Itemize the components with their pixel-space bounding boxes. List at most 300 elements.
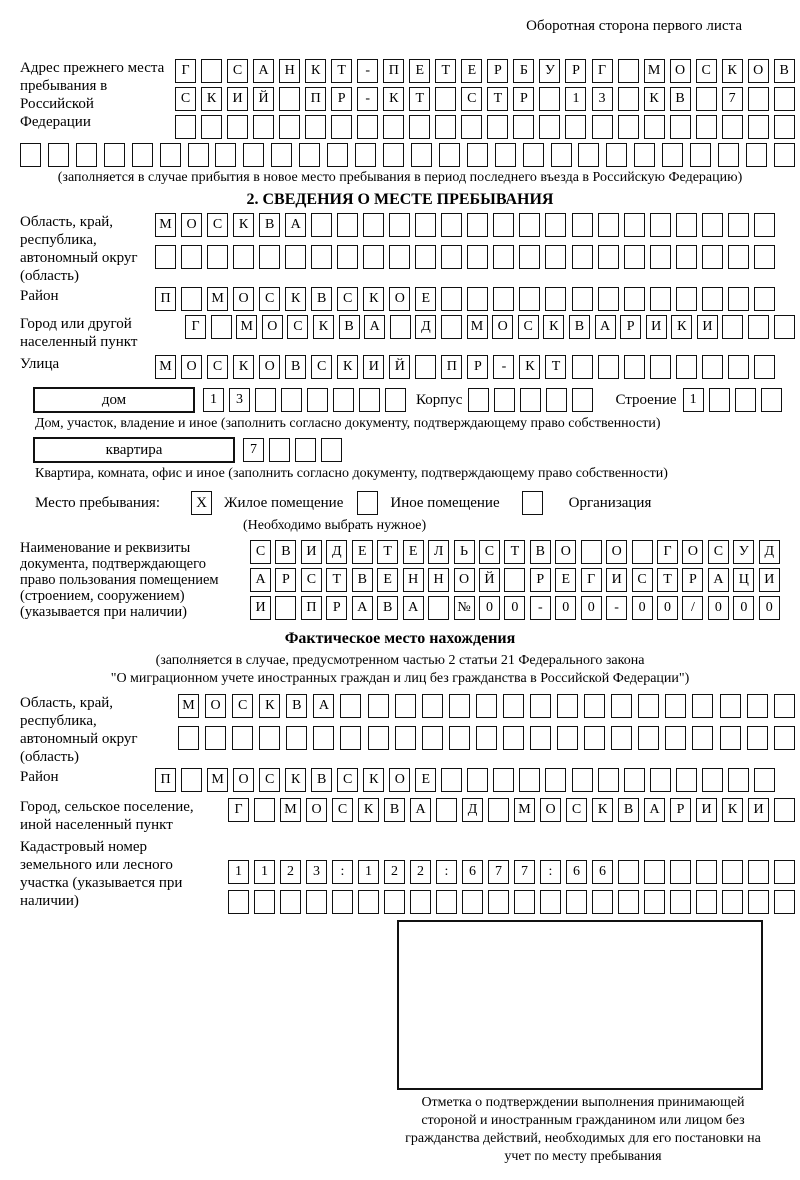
char-cell[interactable]: 2: [384, 860, 405, 884]
char-cell[interactable]: [557, 726, 578, 750]
char-cell[interactable]: [487, 115, 508, 139]
char-cell[interactable]: 6: [566, 860, 587, 884]
char-cell[interactable]: [286, 726, 307, 750]
char-cell[interactable]: А: [352, 596, 373, 620]
char-cell[interactable]: П: [155, 287, 176, 311]
char-cell[interactable]: П: [305, 87, 326, 111]
char-cell[interactable]: [476, 694, 497, 718]
char-cell[interactable]: И: [227, 87, 248, 111]
char-cell[interactable]: А: [410, 798, 431, 822]
char-cell[interactable]: [722, 315, 743, 339]
char-cell[interactable]: [696, 87, 717, 111]
char-cell[interactable]: [436, 890, 457, 914]
char-cell[interactable]: 1: [565, 87, 586, 111]
char-cell[interactable]: [201, 59, 222, 83]
stamp-box[interactable]: [397, 920, 763, 1090]
char-cell[interactable]: [754, 213, 775, 237]
char-cell[interactable]: [488, 890, 509, 914]
char-cell[interactable]: О: [233, 287, 254, 311]
char-cell[interactable]: [313, 726, 334, 750]
char-cell[interactable]: Т: [377, 540, 398, 564]
char-cell[interactable]: [175, 115, 196, 139]
char-cell[interactable]: [676, 768, 697, 792]
char-cell[interactable]: С: [708, 540, 729, 564]
char-cell[interactable]: [20, 143, 41, 167]
char-cell[interactable]: [495, 143, 516, 167]
char-cell[interactable]: [385, 388, 406, 412]
char-cell[interactable]: [439, 143, 460, 167]
char-cell[interactable]: С: [337, 768, 358, 792]
char-cell[interactable]: [415, 213, 436, 237]
char-cell[interactable]: Р: [530, 568, 551, 592]
char-cell[interactable]: [435, 115, 456, 139]
char-cell[interactable]: [709, 388, 730, 412]
char-cell[interactable]: К: [201, 87, 222, 111]
char-cell[interactable]: [702, 213, 723, 237]
char-cell[interactable]: В: [275, 540, 296, 564]
char-cell[interactable]: К: [363, 287, 384, 311]
char-cell[interactable]: [735, 388, 756, 412]
char-cell[interactable]: Е: [415, 768, 436, 792]
char-cell[interactable]: [539, 115, 560, 139]
char-cell[interactable]: К: [358, 798, 379, 822]
char-cell[interactable]: Р: [487, 59, 508, 83]
char-cell[interactable]: О: [389, 287, 410, 311]
char-cell[interactable]: [467, 768, 488, 792]
char-cell[interactable]: [436, 798, 457, 822]
char-cell[interactable]: [441, 287, 462, 311]
char-cell[interactable]: [201, 115, 222, 139]
char-cell[interactable]: [255, 388, 276, 412]
char-cell[interactable]: К: [233, 355, 254, 379]
char-cell[interactable]: В: [530, 540, 551, 564]
char-cell[interactable]: 1: [228, 860, 249, 884]
char-cell[interactable]: С: [311, 355, 332, 379]
char-cell[interactable]: [644, 890, 665, 914]
char-cell[interactable]: П: [441, 355, 462, 379]
char-cell[interactable]: [624, 213, 645, 237]
char-cell[interactable]: [389, 245, 410, 269]
char-cell[interactable]: [395, 694, 416, 718]
char-cell[interactable]: Т: [657, 568, 678, 592]
char-cell[interactable]: [435, 87, 456, 111]
char-cell[interactable]: К: [543, 315, 564, 339]
char-cell[interactable]: [411, 143, 432, 167]
char-cell[interactable]: В: [286, 694, 307, 718]
char-cell[interactable]: [650, 245, 671, 269]
char-cell[interactable]: Д: [462, 798, 483, 822]
char-cell[interactable]: [259, 245, 280, 269]
char-cell[interactable]: [332, 890, 353, 914]
char-cell[interactable]: С: [332, 798, 353, 822]
char-cell[interactable]: [572, 388, 593, 412]
char-cell[interactable]: [774, 726, 795, 750]
char-cell[interactable]: [624, 245, 645, 269]
char-cell[interactable]: [557, 694, 578, 718]
char-cell[interactable]: [331, 115, 352, 139]
char-cell[interactable]: [295, 438, 316, 462]
char-cell[interactable]: 0: [581, 596, 602, 620]
char-cell[interactable]: И: [697, 315, 718, 339]
char-cell[interactable]: [702, 287, 723, 311]
char-cell[interactable]: [718, 143, 739, 167]
char-cell[interactable]: [410, 890, 431, 914]
char-cell[interactable]: Й: [253, 87, 274, 111]
char-cell[interactable]: С: [207, 213, 228, 237]
char-cell[interactable]: 1: [683, 388, 704, 412]
char-cell[interactable]: [722, 890, 743, 914]
char-cell[interactable]: С: [250, 540, 271, 564]
char-cell[interactable]: У: [539, 59, 560, 83]
char-cell[interactable]: [368, 694, 389, 718]
char-cell[interactable]: С: [461, 87, 482, 111]
char-cell[interactable]: [384, 890, 405, 914]
char-cell[interactable]: В: [618, 798, 639, 822]
char-cell[interactable]: [638, 694, 659, 718]
char-cell[interactable]: [422, 694, 443, 718]
char-cell[interactable]: [269, 438, 290, 462]
char-cell[interactable]: [539, 87, 560, 111]
char-cell[interactable]: №: [454, 596, 475, 620]
char-cell[interactable]: [340, 726, 361, 750]
char-cell[interactable]: [476, 726, 497, 750]
char-cell[interactable]: [702, 355, 723, 379]
char-cell[interactable]: К: [519, 355, 540, 379]
char-cell[interactable]: [363, 245, 384, 269]
char-cell[interactable]: Л: [428, 540, 449, 564]
char-cell[interactable]: [523, 143, 544, 167]
char-cell[interactable]: О: [389, 768, 410, 792]
char-cell[interactable]: 1: [358, 860, 379, 884]
char-cell[interactable]: [275, 596, 296, 620]
char-cell[interactable]: К: [671, 315, 692, 339]
char-cell[interactable]: П: [301, 596, 322, 620]
char-cell[interactable]: С: [227, 59, 248, 83]
char-cell[interactable]: [215, 143, 236, 167]
char-cell[interactable]: [493, 768, 514, 792]
char-cell[interactable]: [611, 694, 632, 718]
char-cell[interactable]: [650, 213, 671, 237]
char-cell[interactable]: [545, 245, 566, 269]
char-cell[interactable]: К: [722, 798, 743, 822]
char-cell[interactable]: П: [383, 59, 404, 83]
char-cell[interactable]: [696, 860, 717, 884]
char-cell[interactable]: [720, 694, 741, 718]
char-cell[interactable]: Е: [352, 540, 373, 564]
char-cell[interactable]: [449, 694, 470, 718]
char-cell[interactable]: [228, 890, 249, 914]
char-cell[interactable]: [676, 213, 697, 237]
char-cell[interactable]: О: [233, 768, 254, 792]
char-cell[interactable]: [754, 355, 775, 379]
char-cell[interactable]: [359, 388, 380, 412]
char-cell[interactable]: [748, 115, 769, 139]
char-cell[interactable]: -: [357, 87, 378, 111]
char-cell[interactable]: И: [748, 798, 769, 822]
char-cell[interactable]: [774, 890, 795, 914]
char-cell[interactable]: [178, 726, 199, 750]
char-cell[interactable]: Р: [513, 87, 534, 111]
char-cell[interactable]: [747, 694, 768, 718]
char-cell[interactable]: [692, 694, 713, 718]
char-cell[interactable]: [611, 726, 632, 750]
char-cell[interactable]: [311, 245, 332, 269]
char-cell[interactable]: [305, 115, 326, 139]
char-cell[interactable]: [662, 143, 683, 167]
char-cell[interactable]: А: [595, 315, 616, 339]
char-cell[interactable]: И: [363, 355, 384, 379]
char-cell[interactable]: [441, 315, 462, 339]
char-cell[interactable]: [670, 115, 691, 139]
char-cell[interactable]: [720, 726, 741, 750]
char-cell[interactable]: [754, 287, 775, 311]
char-cell[interactable]: [748, 87, 769, 111]
char-cell[interactable]: П: [155, 768, 176, 792]
char-cell[interactable]: 7: [488, 860, 509, 884]
char-cell[interactable]: [722, 860, 743, 884]
char-cell[interactable]: О: [682, 540, 703, 564]
char-cell[interactable]: [449, 726, 470, 750]
char-cell[interactable]: [690, 143, 711, 167]
char-cell[interactable]: [748, 890, 769, 914]
char-cell[interactable]: [754, 245, 775, 269]
char-cell[interactable]: [181, 287, 202, 311]
char-cell[interactable]: Е: [415, 287, 436, 311]
char-cell[interactable]: К: [363, 768, 384, 792]
char-cell[interactable]: [227, 115, 248, 139]
char-cell[interactable]: [467, 245, 488, 269]
char-cell[interactable]: М: [236, 315, 257, 339]
char-cell[interactable]: Г: [228, 798, 249, 822]
char-cell[interactable]: :: [436, 860, 457, 884]
char-cell[interactable]: М: [178, 694, 199, 718]
char-cell[interactable]: И: [696, 798, 717, 822]
char-cell[interactable]: [545, 768, 566, 792]
char-cell[interactable]: [321, 438, 342, 462]
char-cell[interactable]: [513, 115, 534, 139]
char-cell[interactable]: 3: [592, 87, 613, 111]
char-cell[interactable]: [493, 245, 514, 269]
char-cell[interactable]: 0: [632, 596, 653, 620]
char-cell[interactable]: [665, 726, 686, 750]
checkbox-zhiloe[interactable]: X: [191, 491, 212, 515]
char-cell[interactable]: Т: [504, 540, 525, 564]
char-cell[interactable]: [355, 143, 376, 167]
char-cell[interactable]: Г: [175, 59, 196, 83]
char-cell[interactable]: [618, 59, 639, 83]
char-cell[interactable]: [211, 315, 232, 339]
char-cell[interactable]: С: [518, 315, 539, 339]
char-cell[interactable]: [259, 726, 280, 750]
char-cell[interactable]: О: [454, 568, 475, 592]
char-cell[interactable]: С: [175, 87, 196, 111]
char-cell[interactable]: [644, 115, 665, 139]
char-cell[interactable]: С: [632, 568, 653, 592]
char-cell[interactable]: М: [155, 213, 176, 237]
char-cell[interactable]: [389, 213, 410, 237]
char-cell[interactable]: С: [301, 568, 322, 592]
char-cell[interactable]: В: [285, 355, 306, 379]
char-cell[interactable]: 0: [555, 596, 576, 620]
char-cell[interactable]: Т: [435, 59, 456, 83]
char-cell[interactable]: Й: [389, 355, 410, 379]
char-cell[interactable]: [774, 860, 795, 884]
char-cell[interactable]: [132, 143, 153, 167]
char-cell[interactable]: [428, 596, 449, 620]
char-cell[interactable]: 0: [733, 596, 754, 620]
char-cell[interactable]: [592, 115, 613, 139]
char-cell[interactable]: [233, 245, 254, 269]
char-cell[interactable]: [774, 694, 795, 718]
char-cell[interactable]: [728, 355, 749, 379]
char-cell[interactable]: И: [759, 568, 780, 592]
char-cell[interactable]: К: [337, 355, 358, 379]
char-cell[interactable]: [748, 315, 769, 339]
char-cell[interactable]: [540, 890, 561, 914]
char-cell[interactable]: [598, 768, 619, 792]
char-cell[interactable]: В: [569, 315, 590, 339]
char-cell[interactable]: Р: [467, 355, 488, 379]
char-cell[interactable]: Г: [185, 315, 206, 339]
char-cell[interactable]: [774, 315, 795, 339]
char-cell[interactable]: [155, 245, 176, 269]
char-cell[interactable]: Е: [403, 540, 424, 564]
char-cell[interactable]: В: [259, 213, 280, 237]
char-cell[interactable]: О: [262, 315, 283, 339]
char-cell[interactable]: [337, 213, 358, 237]
char-cell[interactable]: 3: [229, 388, 250, 412]
char-cell[interactable]: 6: [462, 860, 483, 884]
char-cell[interactable]: Г: [592, 59, 613, 83]
char-cell[interactable]: 1: [254, 860, 275, 884]
char-cell[interactable]: В: [774, 59, 795, 83]
char-cell[interactable]: [306, 890, 327, 914]
char-cell[interactable]: 7: [514, 860, 535, 884]
char-cell[interactable]: [728, 245, 749, 269]
char-cell[interactable]: Ц: [733, 568, 754, 592]
char-cell[interactable]: [285, 245, 306, 269]
char-cell[interactable]: [311, 213, 332, 237]
char-cell[interactable]: [618, 87, 639, 111]
char-cell[interactable]: [333, 388, 354, 412]
char-cell[interactable]: В: [352, 568, 373, 592]
char-cell[interactable]: [368, 726, 389, 750]
char-cell[interactable]: А: [250, 568, 271, 592]
char-cell[interactable]: С: [479, 540, 500, 564]
char-cell[interactable]: [598, 245, 619, 269]
char-cell[interactable]: [650, 355, 671, 379]
char-cell[interactable]: Р: [682, 568, 703, 592]
char-cell[interactable]: [545, 213, 566, 237]
char-cell[interactable]: Й: [479, 568, 500, 592]
char-cell[interactable]: [692, 726, 713, 750]
char-cell[interactable]: Р: [565, 59, 586, 83]
char-cell[interactable]: [281, 388, 302, 412]
char-cell[interactable]: [551, 143, 572, 167]
char-cell[interactable]: 2: [410, 860, 431, 884]
char-cell[interactable]: [390, 315, 411, 339]
char-cell[interactable]: [618, 115, 639, 139]
char-cell[interactable]: [618, 860, 639, 884]
char-cell[interactable]: [104, 143, 125, 167]
char-cell[interactable]: [307, 388, 328, 412]
char-cell[interactable]: [572, 213, 593, 237]
char-cell[interactable]: И: [606, 568, 627, 592]
char-cell[interactable]: [728, 768, 749, 792]
char-cell[interactable]: К: [233, 213, 254, 237]
char-cell[interactable]: М: [280, 798, 301, 822]
char-cell[interactable]: [488, 798, 509, 822]
char-cell[interactable]: [696, 890, 717, 914]
kvartira-box[interactable]: квартира: [33, 437, 235, 463]
char-cell[interactable]: [624, 768, 645, 792]
char-cell[interactable]: [670, 890, 691, 914]
char-cell[interactable]: [670, 860, 691, 884]
char-cell[interactable]: 0: [759, 596, 780, 620]
char-cell[interactable]: [572, 245, 593, 269]
char-cell[interactable]: [530, 726, 551, 750]
char-cell[interactable]: К: [313, 315, 334, 339]
char-cell[interactable]: [468, 388, 489, 412]
char-cell[interactable]: [638, 726, 659, 750]
char-cell[interactable]: [327, 143, 348, 167]
char-cell[interactable]: И: [301, 540, 322, 564]
char-cell[interactable]: [415, 355, 436, 379]
char-cell[interactable]: [494, 388, 515, 412]
char-cell[interactable]: [581, 540, 602, 564]
char-cell[interactable]: [340, 694, 361, 718]
char-cell[interactable]: С: [337, 287, 358, 311]
char-cell[interactable]: О: [306, 798, 327, 822]
char-cell[interactable]: О: [492, 315, 513, 339]
char-cell[interactable]: [467, 213, 488, 237]
char-cell[interactable]: О: [606, 540, 627, 564]
char-cell[interactable]: [467, 287, 488, 311]
char-cell[interactable]: [578, 143, 599, 167]
char-cell[interactable]: [383, 143, 404, 167]
char-cell[interactable]: Е: [461, 59, 482, 83]
char-cell[interactable]: [530, 694, 551, 718]
char-cell[interactable]: [702, 768, 723, 792]
char-cell[interactable]: [181, 245, 202, 269]
char-cell[interactable]: [676, 355, 697, 379]
char-cell[interactable]: В: [339, 315, 360, 339]
char-cell[interactable]: [632, 540, 653, 564]
char-cell[interactable]: О: [670, 59, 691, 83]
char-cell[interactable]: [243, 143, 264, 167]
char-cell[interactable]: [514, 890, 535, 914]
checkbox-inoe[interactable]: [357, 491, 378, 515]
char-cell[interactable]: Т: [487, 87, 508, 111]
char-cell[interactable]: А: [285, 213, 306, 237]
char-cell[interactable]: 7: [243, 438, 264, 462]
char-cell[interactable]: Р: [326, 596, 347, 620]
char-cell[interactable]: [205, 726, 226, 750]
char-cell[interactable]: [358, 890, 379, 914]
char-cell[interactable]: [363, 213, 384, 237]
char-cell[interactable]: К: [305, 59, 326, 83]
char-cell[interactable]: [624, 287, 645, 311]
char-cell[interactable]: [441, 213, 462, 237]
char-cell[interactable]: К: [383, 87, 404, 111]
char-cell[interactable]: [624, 355, 645, 379]
char-cell[interactable]: Н: [279, 59, 300, 83]
char-cell[interactable]: С: [287, 315, 308, 339]
char-cell[interactable]: Р: [620, 315, 641, 339]
char-cell[interactable]: [520, 388, 541, 412]
char-cell[interactable]: [279, 115, 300, 139]
char-cell[interactable]: [409, 115, 430, 139]
